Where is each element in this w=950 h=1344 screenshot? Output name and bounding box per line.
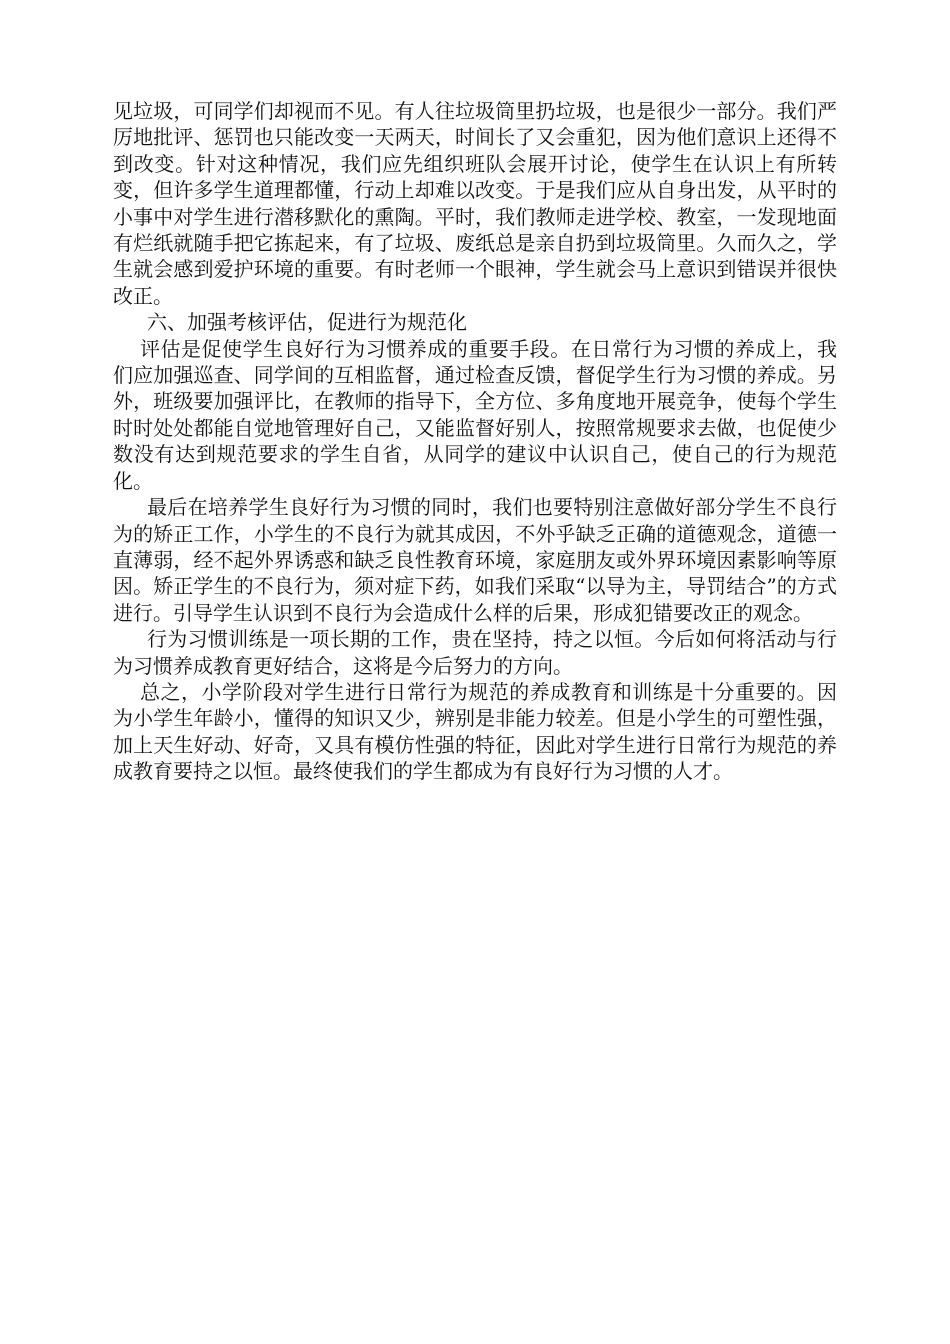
paragraph-conclusion: 总之，小学阶段对学生进行日常行为规范的养成教育和训练是十分重要的。因为小学生年龄小，懂得的知识又少，辨别是非能力较差。但是小学生的可塑性强，加上天生好动、好奇，又具有模仿性强的特征，因此对学生进行日常行为规范的养成教育要持之以恒。最终使我们的学生都成为有良好行为习惯的人才。 bbox=[113, 679, 837, 784]
section-heading: 六、加强考核评估，促进行为规范化 bbox=[147, 310, 467, 335]
paragraph-long-term: 行为习惯训练是一项长期的工作，贵在坚持，持之以恒。今后如何将活动与行为习惯养成教育更好结合，这将是今后努力的方向。 bbox=[113, 627, 837, 678]
paragraph-continuation: 见垃圾，可同学们却视而不见。有人往垃圾筒里扔垃圾，也是很少一部分。我们严厉地批评、惩罚也只能改变一天两天，时间长了又会重犯，因为他们意识上还得不到改变。针对这种情况，我们应先组织班队会展开讨论，使学生在认识上有所转变，但许多学生道理都懂，行动上却难以改变。于是我们应从自身出发，从平时的小事中对学生进行潜移默化的熏陶。平时，我们教师走进学校、教室，一发现地面有烂纸就随手把它拣起来，有了垃圾、废纸总是亲自扔到垃圾筒里。久而久之，学生就会感到爱护环境的重要。有时老师一个眼神，学生就会马上意识到错误并很快改正。 bbox=[113, 99, 837, 308]
paragraph-assessment: 评估是促使学生良好行为习惯养成的重要手段。在日常行为习惯的养成上，我们应加强巡查、同学间的互相监督，通过检查反馈，督促学生行为习惯的养成。另外，班级要加强评比，在教师的指导下，全方位、多角度地开展竞争，使每个学生时时处处都能自觉地管理好自己，又能监督好别人，按照常规要求去做，也促使少数没有达到规范要求的学生自省，从同学的建议中认识自己，使自己的行为规范化。 bbox=[113, 336, 837, 493]
paragraph-correction: 最后在培养学生良好行为习惯的同时，我们也要特别注意做好部分学生不良行为的矫正工作，小学生的不良行为就其成因，不外乎缺乏正确的道德观念，道德一直薄弱，经不起外界诱惑和缺乏良性教育环境，家庭朋友或外界环境因素影响等原因。矫正学生的不良行为，须对症下药，如我们采取“以导为主，导罚结合”的方式进行。引导学生认识到不良行为会造成什么样的后果，形成犯错要改正的观念。 bbox=[113, 495, 837, 625]
document-body bbox=[113, 98, 837, 785]
